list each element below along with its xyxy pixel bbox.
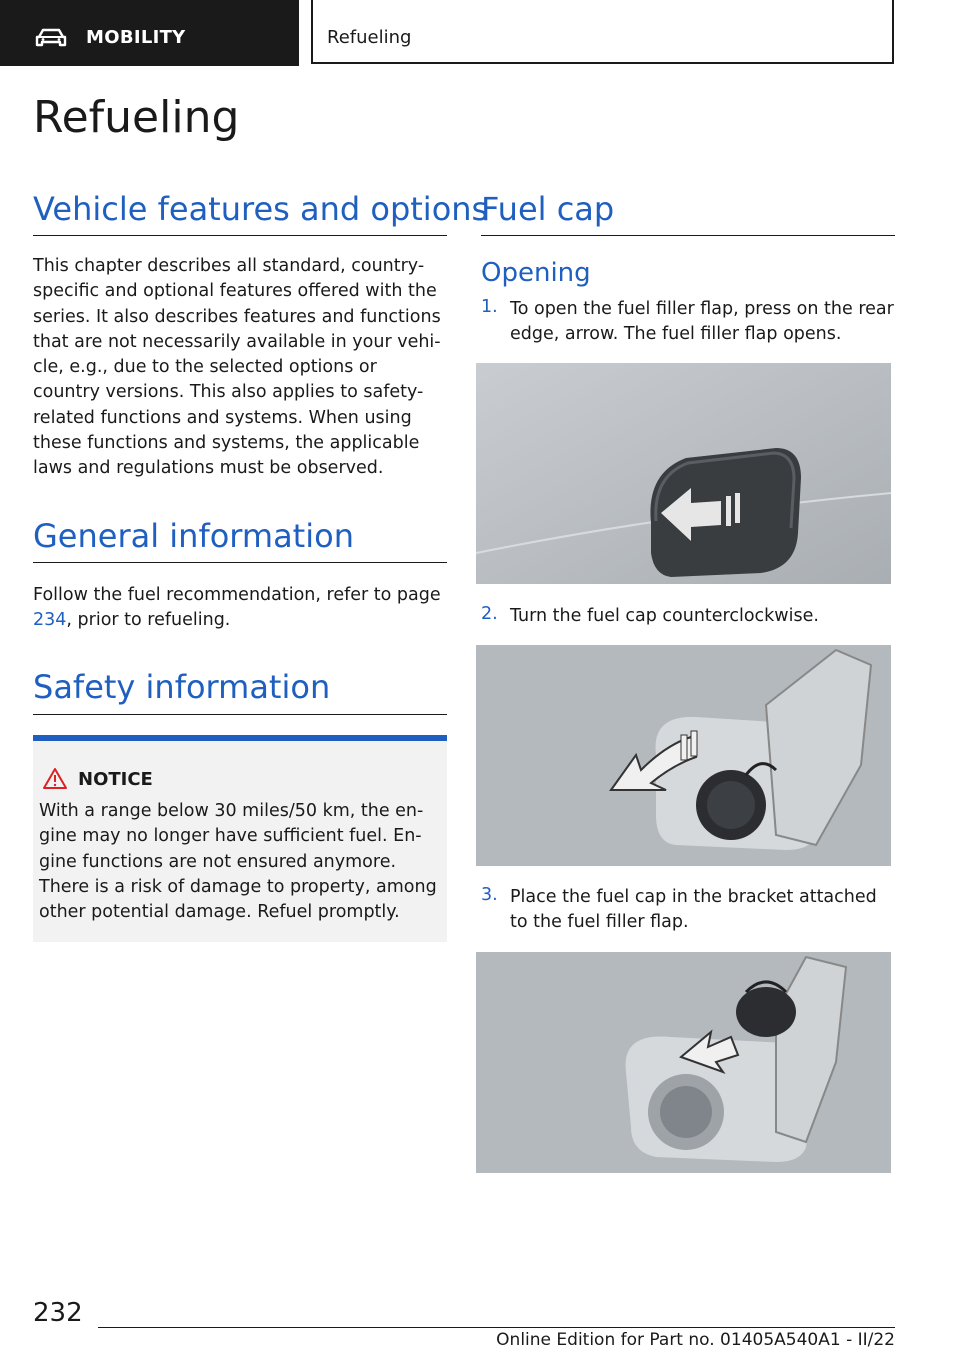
section-label: MOBILITY [86, 27, 186, 48]
page-reference-link[interactable]: 234 [33, 610, 67, 631]
notice-title: NOTICE [78, 769, 153, 790]
step-text: Turn the fuel cap counterclockwise. [510, 606, 819, 626]
fuel-cap-turn-illustration [476, 645, 891, 866]
notice-box [33, 735, 447, 942]
divider [33, 235, 447, 236]
section-tab[interactable] [0, 0, 299, 66]
page-title: Refueling [33, 92, 240, 143]
heading-safety-information: Safety information [33, 668, 331, 706]
warning-triangle-icon [42, 767, 68, 790]
divider [481, 235, 895, 236]
breadcrumb-text: Refueling [327, 27, 412, 48]
heading-general-information: General information [33, 517, 354, 555]
footer-divider [98, 1327, 895, 1328]
paragraph-vehicle-features: This chapter describes all standard, country-specific and optional features offered with the series. It also describes features and functions that are not necessarily available in your vehi‐cle, e.g., due to the selected options or country versions. This also applies to safety-related functions and systems. When using these functions and systems, the applicable laws and regulations must be observed. [33, 256, 441, 479]
step-text: Place the fuel cap in the bracket attached to the fuel filler flap. [510, 887, 877, 933]
divider [33, 714, 447, 715]
fuel-cap-bracket-illustration [476, 952, 891, 1173]
step-number: 2. [481, 604, 498, 624]
breadcrumb [311, 0, 894, 64]
divider [33, 562, 447, 563]
notice-text: With a range below 30 miles/50 km, the en‐gine may no longer have sufficient fuel. En‐gine functions are not ensured anymore. There is a risk of damage to property, among other potential damage. Refuel promptly. [39, 801, 437, 923]
fuel-cap-turn-image [476, 645, 891, 866]
fuel-filler-flap-illustration [476, 363, 891, 584]
fuel-cap-bracket-image [476, 952, 891, 1173]
car-icon [34, 27, 68, 49]
page-number: 232 [33, 1298, 83, 1328]
paragraph-general-information: Follow the fuel recommendation, refer to page 234, prior to refueling. [33, 585, 441, 631]
heading-fuel-cap: Fuel cap [481, 190, 615, 228]
step-number: 1. [481, 297, 498, 317]
fuel-filler-flap-image [476, 363, 891, 584]
subheading-opening: Opening [481, 258, 591, 288]
edition-text: Online Edition for Part no. 01405A540A1 - II/22 [496, 1330, 895, 1350]
step-text: To open the fuel filler flap, press on the rear edge, arrow. The fuel filler flap opens. [510, 299, 894, 345]
heading-vehicle-features: Vehicle features and options [33, 190, 489, 228]
step-number: 3. [481, 885, 498, 905]
